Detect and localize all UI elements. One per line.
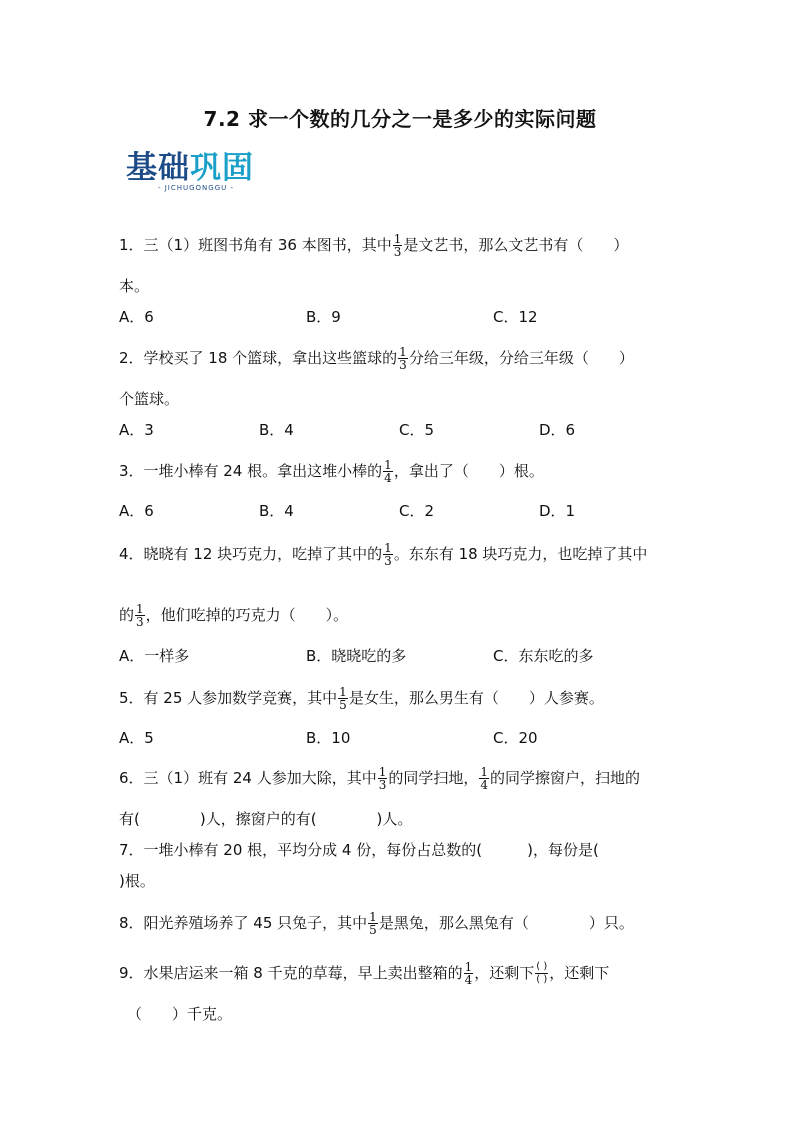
- q3-frac-num: 1: [384, 458, 392, 472]
- q1-frac-den: 3: [393, 245, 402, 259]
- q8-text-b: 是黑兔，那么黑兔有（ ）只。: [378, 914, 634, 932]
- q9-frac-den: 4: [464, 973, 473, 987]
- page-title: 7.2 求一个数的几分之一是多少的实际问题: [203, 107, 597, 131]
- q4-text-c: 的: [119, 606, 135, 624]
- q6-frac1-num: 1: [378, 765, 387, 779]
- question-9: [119, 961, 609, 986]
- q8-frac-num: 1: [369, 910, 377, 924]
- q2-frac-num: 1: [399, 345, 407, 359]
- q9-frac-num: 1: [464, 960, 473, 974]
- q9-fraction-1: [464, 961, 474, 986]
- question-6: [119, 766, 640, 791]
- q8-frac-den: 5: [369, 923, 377, 937]
- q4-text-b: 。东东有 18 块巧克力，也吃掉了其中: [393, 545, 648, 563]
- q4-text-d: ，他们吃掉的巧克力（ ）。: [145, 606, 349, 624]
- q9-text-a: 9．水果店运来一箱 8 千克的草莓，早上卖出整箱的: [119, 964, 463, 982]
- q5-text-b: 是女生，那么男生有（ ）人参赛。: [348, 689, 604, 707]
- q2-text-a: 2．学校买了 18 个篮球，拿出这些篮球的: [119, 349, 398, 367]
- logo-text: [126, 150, 266, 186]
- q4-frac2-num: 1: [136, 602, 144, 616]
- q2-frac-den: 3: [399, 358, 407, 372]
- question-8: [119, 911, 634, 936]
- q6-fraction-2: [479, 766, 489, 791]
- q2-option-a[interactable]: A．3: [119, 421, 154, 439]
- q4-fraction-2: [135, 603, 145, 628]
- q2-continuation: 个篮球。: [119, 390, 180, 408]
- q4-fraction-1: [383, 542, 393, 567]
- q3-option-c[interactable]: C．2: [399, 502, 435, 520]
- q9-fraction-blank[interactable]: [535, 961, 548, 986]
- q4-continuation: [119, 603, 348, 628]
- question-2: [119, 346, 634, 371]
- q3-text-b: ，拿出了（ ）根。: [393, 462, 544, 480]
- q6-fraction-1: [378, 766, 388, 791]
- q8-fraction: [368, 911, 378, 936]
- q3-fraction: [383, 459, 393, 484]
- q1-option-c[interactable]: C．12: [493, 308, 538, 326]
- q3-text-a: 3．一堆小棒有 24 根。拿出这堆小棒的: [119, 462, 383, 480]
- q1-option-a[interactable]: A．6: [119, 308, 154, 326]
- question-7: 7．一堆小棒有 20 根，平均分成 4 份，每份占总数的( )，每份是(: [119, 841, 599, 859]
- q5-option-a[interactable]: A．5: [119, 729, 154, 747]
- q3-option-d[interactable]: D．1: [539, 502, 576, 520]
- q6-frac1-den: 3: [378, 778, 387, 792]
- logo-subtitle: - JICHUGONGGU -: [157, 184, 235, 192]
- q1-continuation: 本。: [119, 277, 150, 295]
- q5-fraction: [338, 686, 348, 711]
- q3-option-a[interactable]: A．6: [119, 502, 154, 520]
- q4-option-a[interactable]: A．一样多: [119, 647, 190, 665]
- q5-frac-den: 5: [339, 698, 347, 712]
- q6-continuation: 有( )人，擦窗户的有( )人。: [119, 810, 413, 828]
- question-4: [119, 542, 647, 567]
- q1-text-b: 是文艺书，那么文艺书有（ ）: [403, 236, 629, 254]
- logo-main-a: 基础: [126, 150, 190, 186]
- q1-fraction: [393, 233, 403, 258]
- q2-option-b[interactable]: B．4: [259, 421, 294, 439]
- q9-frac2-num: ( ): [536, 961, 548, 972]
- q9-text-b: ，还剩下: [474, 964, 535, 982]
- q9-frac2-den: ( ): [536, 974, 548, 985]
- q9-continuation: （ ）千克。: [127, 1005, 233, 1023]
- q4-option-b[interactable]: B．晓晓吃的多: [306, 647, 407, 665]
- q6-frac2-num: 1: [480, 765, 489, 779]
- q3-option-b[interactable]: B．4: [259, 502, 294, 520]
- q5-option-c[interactable]: C．20: [493, 729, 538, 747]
- q6-text-b: 的同学扫地，: [388, 769, 479, 787]
- q1-option-b[interactable]: B．9: [306, 308, 341, 326]
- q2-option-c[interactable]: C．5: [399, 421, 435, 439]
- logo-main-b: 巩固: [190, 150, 254, 186]
- q2-option-d[interactable]: D．6: [539, 421, 576, 439]
- q7-continuation: )根。: [119, 872, 155, 890]
- q4-frac1-den: 3: [384, 554, 392, 568]
- q4-option-c[interactable]: C．东东吃的多: [493, 647, 594, 665]
- q4-frac2-den: 3: [136, 615, 144, 629]
- question-1: [119, 233, 628, 258]
- q5-text-a: 5．有 25 人参加数学竞赛，其中: [119, 689, 338, 707]
- q1-frac-num: 1: [393, 232, 402, 246]
- q3-frac-den: 4: [384, 471, 392, 485]
- q5-frac-num: 1: [339, 685, 347, 699]
- q6-text-a: 6．三（1）班有 24 人参加大除，其中: [119, 769, 377, 787]
- q8-text-a: 8．阳光养殖场养了 45 只兔子，其中: [119, 914, 368, 932]
- q9-text-c: ，还剩下: [549, 964, 610, 982]
- q1-text-a: 1．三（1）班图书角有 36 本图书，其中: [119, 236, 392, 254]
- q6-frac2-den: 4: [480, 778, 489, 792]
- q4-text-a: 4．晓晓有 12 块巧克力，吃掉了其中的: [119, 545, 383, 563]
- q4-frac1-num: 1: [384, 541, 392, 555]
- question-5: [119, 686, 604, 711]
- q5-option-b[interactable]: B．10: [306, 729, 351, 747]
- q2-text-b: 分给三年级，分给三年级（ ）: [408, 349, 634, 367]
- question-3: [119, 459, 544, 484]
- section-logo: [126, 150, 266, 196]
- q2-fraction: [398, 346, 408, 371]
- q6-text-c: 的同学擦窗户，扫地的: [490, 769, 641, 787]
